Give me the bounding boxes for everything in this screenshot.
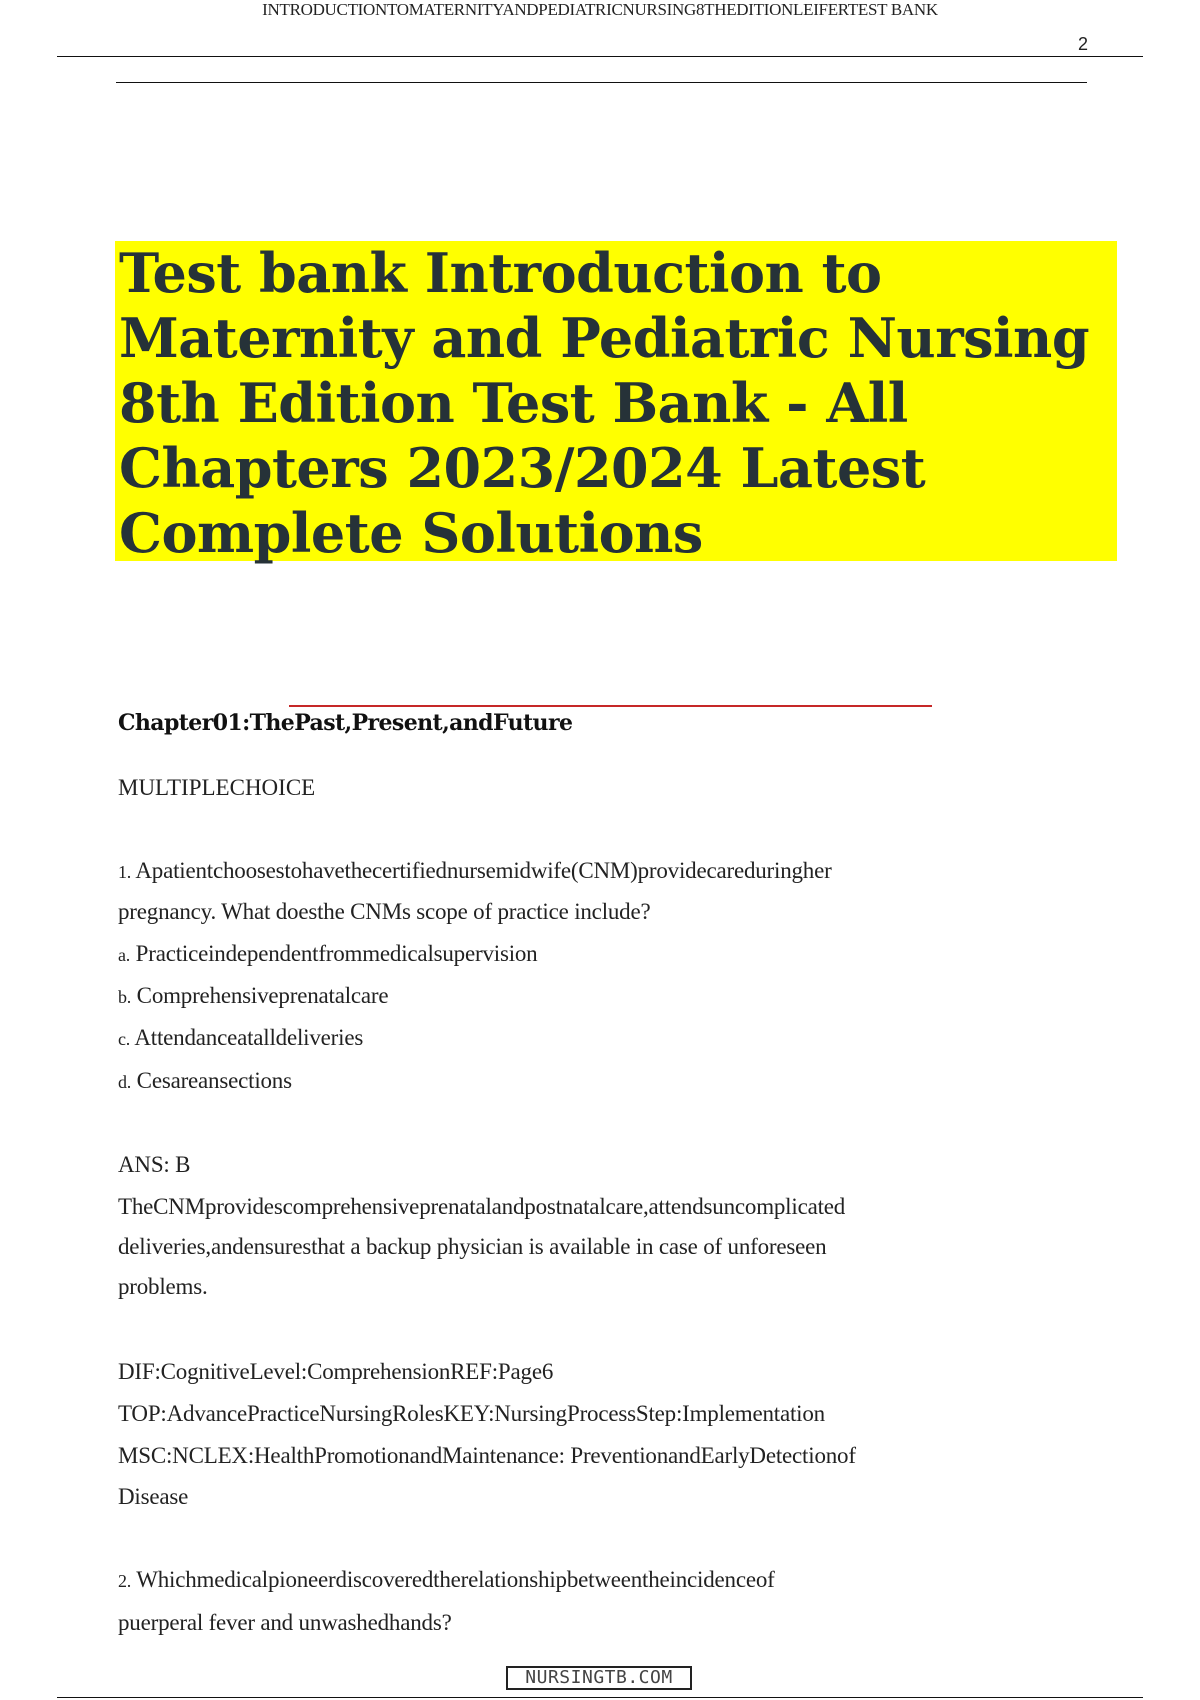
document-title-highlight [115, 241, 1117, 565]
rationale-line: TheCNMprovidescomprehensiveprenatalandpostnatalcare,attendsuncomplicated [118, 1194, 846, 1219]
question-metadata-line: MSC:NCLEX:HealthPromotionandMaintenance: PreventionandEarlyDetectionof [118, 1443, 856, 1468]
question-metadata-line: Disease [118, 1484, 189, 1509]
footer-rule [57, 1697, 1143, 1698]
question-1-stem [118, 858, 832, 884]
answer-option-b [118, 983, 388, 1009]
document-title-line: Chapters 2023/2024 Latest [119, 436, 926, 500]
page-number: 2 [1077, 34, 1088, 54]
question-metadata-line: DIF:CognitiveLevel:ComprehensionREF:Page6 [118, 1359, 554, 1384]
running-header: INTRODUCTIONTOMATERNITYANDPEDIATRICNURSING8THEDITIONLEIFERTEST BANK [262, 0, 938, 19]
document-title-line: Test bank Introduction to [119, 241, 882, 305]
question-stem-text: Apatientchoosestohavethecertifiednursemidwife(CNM)providecareduringher [135, 858, 832, 883]
header-rule-secondary [116, 82, 1087, 83]
answer-option-a [118, 941, 537, 967]
question-number: 1. [118, 862, 132, 882]
option-text: Practiceindependentfrommedicalsupervision [135, 941, 538, 966]
chapter-title: Chapter01:ThePast,Present,andFuture [118, 710, 573, 736]
answer-option-d [118, 1068, 292, 1094]
option-letter: c. [118, 1029, 131, 1049]
question-2-stem-continued: puerperal fever and unwashedhands? [118, 1610, 452, 1635]
answer-option-c [118, 1025, 363, 1051]
rationale-line: deliveries,andensuresthat a backup physician is available in case of unforeseen [118, 1234, 827, 1259]
rationale-line: problems. [118, 1274, 208, 1299]
option-letter: d. [118, 1072, 132, 1092]
question-2-stem [118, 1567, 775, 1593]
section-label: MULTIPLECHOICE [118, 775, 316, 800]
answer-key: ANS: B [118, 1152, 191, 1177]
question-metadata-line: TOP:AdvancePracticeNursingRolesKEY:NursingProcessStep:Implementation [118, 1401, 825, 1426]
footer-watermark-badge: NURSINGTB.COM [506, 1666, 692, 1690]
option-text: Cesareansections [136, 1068, 292, 1093]
chapter-divider [289, 705, 932, 707]
question-number: 2. [118, 1571, 132, 1591]
header-rule [57, 56, 1143, 57]
option-text: Attendanceatalldeliveries [134, 1025, 364, 1050]
option-letter: b. [118, 987, 132, 1007]
question-1-stem-continued: pregnancy. What doesthe CNMs scope of practice include? [118, 899, 651, 924]
option-text: Comprehensiveprenatalcare [136, 983, 389, 1008]
document-title-line: 8th Edition Test Bank - All [119, 371, 908, 435]
document-title-line: Complete Solutions [119, 501, 703, 565]
option-letter: a. [118, 945, 131, 965]
document-title-line: Maternity and Pediatric Nursing [119, 306, 1090, 370]
question-stem-text: Whichmedicalpioneerdiscoveredtherelationshipbetweentheincidenceof [136, 1567, 775, 1592]
